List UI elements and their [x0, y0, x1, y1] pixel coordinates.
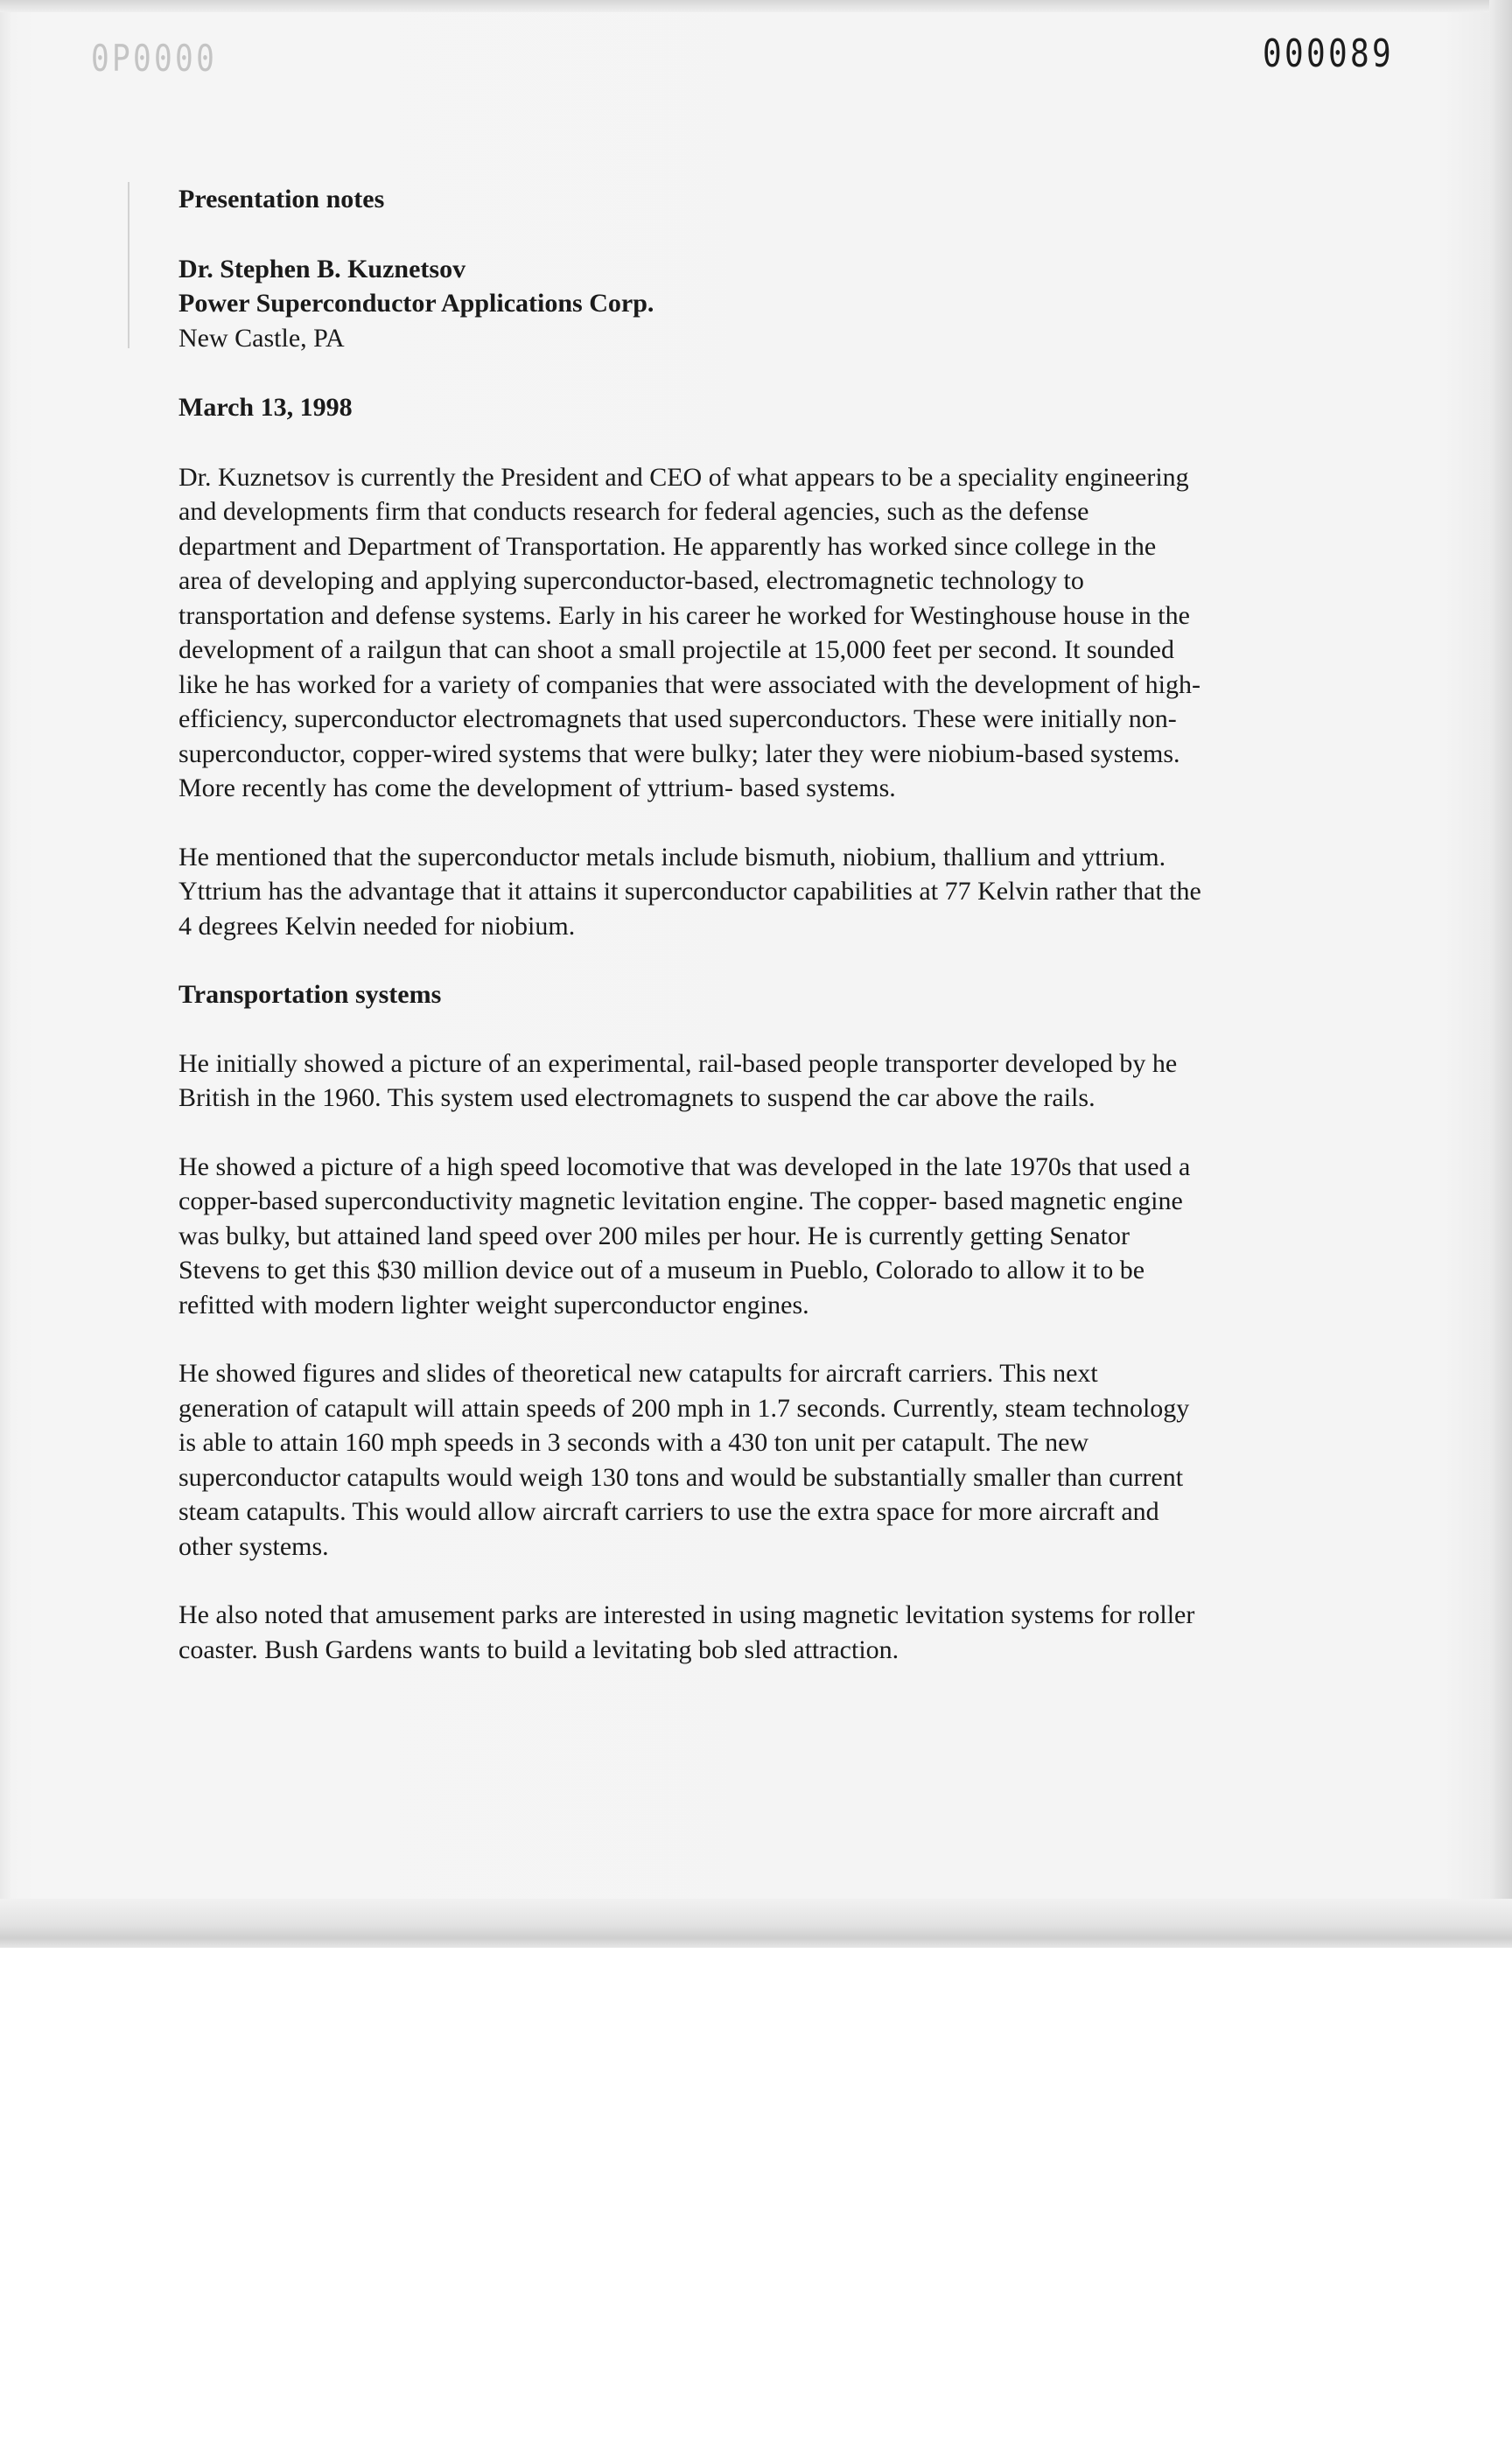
paragraph-amusement-parks	[178, 1598, 1351, 1667]
paragraph-rail-transporter	[178, 1046, 1351, 1116]
text-line: development of a railgun that can shoot a small projectile at 15,000 feet per second. It sounded	[178, 635, 1174, 664]
text-line: efficiency, superconductor electromagnets that used superconductors. These were initially non-	[178, 704, 1177, 733]
text-line: More recently has come the development of yttrium- based systems.	[178, 774, 896, 802]
text-line: Dr. Kuznetsov is currently the President and CEO of what appears to be a speciality engineering	[178, 462, 1189, 492]
text-line: was bulky, but attained land speed over 200 miles per hour. He is currently getting Senator	[178, 1221, 1130, 1250]
text-line: other systems.	[178, 1531, 329, 1561]
text-line: He showed figures and slides of theoretical new catapults for aircraft carriers. This next	[178, 1359, 1098, 1388]
spacer	[178, 1116, 1351, 1150]
paragraph-metals	[178, 840, 1351, 944]
paragraph-locomotive	[178, 1150, 1351, 1323]
text-line: Stevens to get this $30 million device out of a museum in Pueblo, Colorado to allow it to be	[178, 1256, 1145, 1284]
paragraph-catapults	[178, 1356, 1351, 1564]
speaker-location: New Castle, PA	[178, 323, 345, 353]
text-line: He initially showed a picture of an experimental, rail-based people transporter developed by he	[178, 1048, 1178, 1078]
text-line: Yttrium has the advantage that it attains it superconductor capabilities at 77 Kelvin rather that the	[178, 877, 1201, 906]
text-line: British in the 1960. This system used electromagnets to suspend the car above the rails.	[178, 1083, 1096, 1112]
text-line: superconductor catapults would weigh 130 tons and would be substantially smaller than current	[178, 1462, 1184, 1492]
margin-rule	[128, 182, 130, 348]
text-line: department and Department of Transportation. He apparently has worked since college in the	[178, 531, 1157, 561]
scan-bottom-edge	[0, 1899, 1512, 1948]
faint-stamp: 0P0000	[91, 37, 218, 80]
scan-top-shadow	[0, 0, 1512, 12]
text-line: is able to attain 160 mph speeds in 3 seconds with a 430 ton unit per catapult. The new	[178, 1428, 1089, 1457]
text-line: refitted with modern lighter weight superconductor engines.	[178, 1290, 809, 1320]
speaker-organization: Power Superconductor Applications Corp.	[178, 289, 654, 318]
document-body	[178, 182, 1351, 1667]
spacer	[178, 943, 1351, 977]
text-line: He also noted that amusement parks are interested in using magnetic levitation systems for roller	[178, 1600, 1195, 1629]
spacer	[178, 425, 1351, 460]
text-line: He mentioned that the superconductor metals include bismuth, niobium, thallium and yttrium.	[178, 842, 1166, 872]
bates-number: 000089	[1263, 32, 1395, 76]
text-line: area of developing and applying superconductor-based, electromagnetic technology to	[178, 566, 1084, 595]
text-line: generation of catapult will attain speeds of 200 mph in 1.7 seconds. Currently, steam technology	[178, 1393, 1190, 1423]
spacer	[178, 1012, 1351, 1046]
doc-date: March 13, 1998	[178, 393, 353, 422]
spacer	[178, 1564, 1351, 1598]
text-line: and developments firm that conducts research for federal agencies, such as the defense	[178, 497, 1089, 526]
spacer	[178, 1322, 1351, 1356]
text-line: like he has worked for a variety of companies that were associated with the development of high-	[178, 669, 1200, 699]
spacer	[178, 806, 1351, 840]
text-line: superconductor, copper-wired systems that were bulky; later they were niobium-based systems.	[178, 738, 1180, 768]
text-line: He showed a picture of a high speed locomotive that was developed in the late 1970s that used a	[178, 1152, 1191, 1181]
doc-title: Presentation notes	[178, 185, 385, 214]
spacer	[178, 217, 1351, 252]
text-line: 4 degrees Kelvin needed for niobium.	[178, 911, 576, 941]
text-line: copper-based superconductivity magnetic levitation engine. The copper- based magnetic engine	[178, 1186, 1183, 1215]
text-line: transportation and defense systems. Early in his career he worked for Westinghouse house in the	[178, 600, 1190, 630]
spacer	[178, 355, 1351, 390]
section-heading: Transportation systems	[178, 980, 442, 1009]
speaker-name: Dr. Stephen B. Kuznetsov	[178, 254, 466, 284]
text-line: coaster. Bush Gardens wants to build a levitating bob sled attraction.	[178, 1634, 900, 1664]
scan-right-edge	[1489, 0, 1512, 1948]
paragraph-intro	[178, 460, 1351, 806]
text-line: steam catapults. This would allow aircraft carriers to use the extra space for more aircraft and	[178, 1497, 1159, 1526]
